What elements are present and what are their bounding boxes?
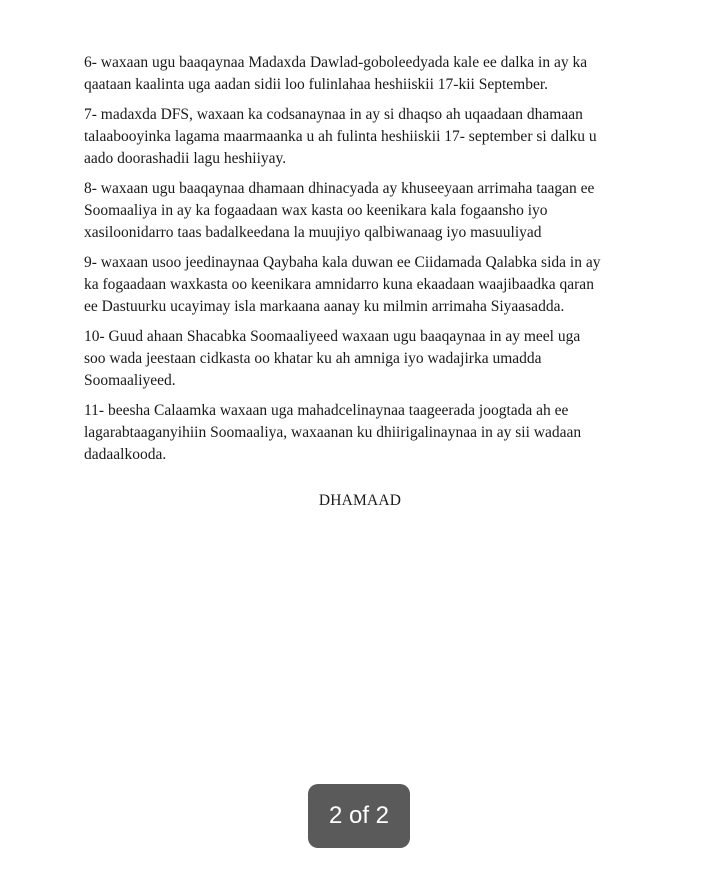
text-line: talaabooyinka lagama maarmaanka u ah fulinta heshiiskii 17- september si dalku u xyxy=(84,128,597,145)
text-line: 6- waxaan ugu baaqaynaa Madaxda Dawlad-goboleedyada kale ee dalka in ay ka xyxy=(84,54,588,71)
text-line: soo wada jeestaan cidkasta oo khatar ku ah amniga iyo wadajirka umadda xyxy=(84,350,542,367)
paragraph-6 xyxy=(84,52,644,96)
paragraph-9 xyxy=(84,252,644,318)
paragraph-8 xyxy=(84,178,644,244)
text-line: ka fogaadaan waxkasta oo keenikara amnidarro kuna ekaadaan waajibaadka qaran xyxy=(84,276,594,293)
text-line: 8- waxaan ugu baaqaynaa dhamaan dhinacyada ay khuseeyaan arrimaha taagan ee xyxy=(84,180,595,197)
closing-word: DHAMAAD xyxy=(318,492,402,509)
document-body xyxy=(84,52,644,474)
text-line: 10- Guud ahaan Shacabka Soomaaliyeed waxaan ugu baaqaynaa in ay meel uga xyxy=(84,328,581,345)
text-line: Soomaaliya in ay ka fogaadaan wax kasta oo keenikara kala fogaansho iyo xyxy=(84,202,548,219)
page-indicator-label: 2 of 2 xyxy=(328,802,390,829)
page-indicator xyxy=(308,784,410,848)
text-line: Soomaaliyeed. xyxy=(84,372,176,389)
text-line: 7- madaxda DFS, waxaan ka codsanaynaa in ay si dhaqso ah uqaadaan dhamaan xyxy=(84,106,583,123)
text-line: ee Dastuurku ucayimay isla markaana aanay ku milmin arrimaha Siyaasadda. xyxy=(84,298,565,315)
text-line: qaataan kaalinta uga aadan sidii loo fulinlahaa heshiiskii 17-kii September. xyxy=(84,76,549,93)
text-line: xasiloonidarro taas badalkeedana la muujiyo qalbiwanaag iyo masuuliyad xyxy=(84,224,542,241)
paragraph-10 xyxy=(84,326,644,392)
text-line: 11- beesha Calaamka waxaan uga mahadcelinaynaa taageerada joogtada ah ee xyxy=(84,402,569,419)
paragraph-7 xyxy=(84,104,644,170)
text-line: 9- waxaan usoo jeedinaynaa Qaybaha kala duwan ee Ciidamada Qalabka sida in ay xyxy=(84,254,601,271)
text-line: aado doorashadii lagu heshiiyay. xyxy=(84,150,287,167)
text-line: lagarabtaaganyihiin Soomaaliya, waxaanan ku dhiirigalinaynaa in ay sii wadaan xyxy=(84,424,582,441)
text-line: dadaalkooda. xyxy=(84,446,167,463)
paragraph-11 xyxy=(84,400,644,466)
